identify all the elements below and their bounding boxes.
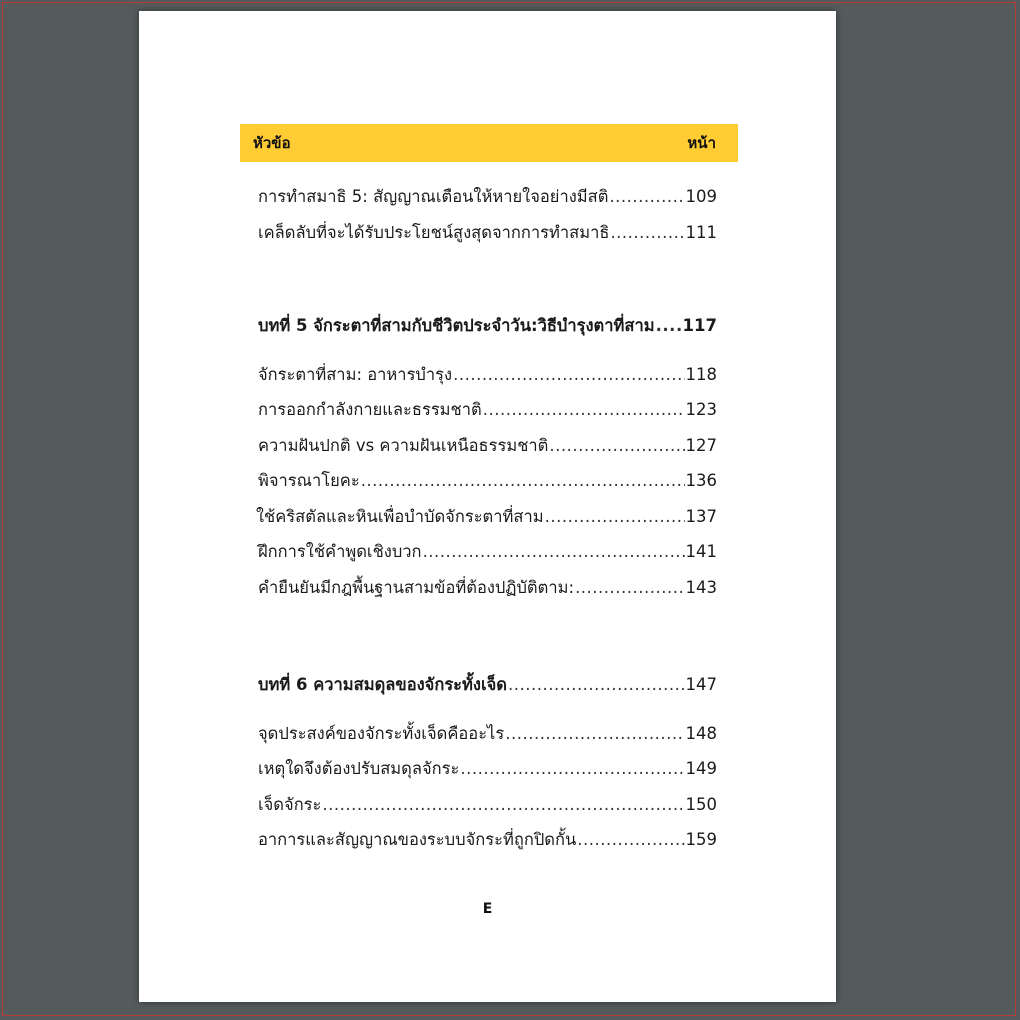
toc-leader-dots	[508, 673, 685, 697]
toc-entry-page: 137	[685, 507, 717, 526]
toc-leader-dots	[577, 828, 684, 852]
page-folio: E	[482, 901, 493, 917]
toc-leader-dots	[505, 722, 684, 746]
toc-entry-page: 148	[685, 724, 717, 743]
toc-leader-dots	[361, 469, 685, 493]
toc-entry	[258, 576, 717, 600]
toc-entry-title: ใช้คริสตัลและหินเพื่อบำบัดจักระตาที่สาม	[256, 507, 544, 526]
toc-entry	[258, 828, 717, 852]
toc-entry-title: บทที่ 6 ความสมดุลของจักระทั้งเจ็ด	[258, 675, 507, 694]
toc-entry	[256, 505, 717, 529]
toc-entry-page: 141	[685, 542, 717, 561]
toc-entry	[258, 757, 717, 781]
toc-entry	[258, 469, 717, 493]
toc-entry-title: คำยืนยันมีกฎพื้นฐานสามข้อที่ต้องปฏิบัติตาม:	[258, 578, 575, 597]
toc-entry	[258, 434, 717, 458]
toc-entry-page: 127	[685, 436, 717, 455]
toc-entry-title: เหตุใดจึงต้องปรับสมดุลจักระ	[258, 759, 460, 778]
toc-entry	[258, 793, 717, 817]
toc-entry-page: 109	[685, 187, 717, 206]
document-page	[139, 11, 836, 1002]
toc-leader-dots	[545, 505, 685, 529]
toc-leader-dots	[483, 398, 685, 422]
toc-entry-title: บทที่ 5 จักระตาที่สามกับชีวิตประจำวัน:วิธีบำรุงตาที่สาม	[258, 316, 655, 335]
toc-entry-title: เคล็ดลับที่จะได้รับประโยชน์สูงสุดจากการทำสมาธิ	[258, 223, 610, 242]
toc-entry-title: จักระตาที่สาม: อาหารบำรุง	[258, 365, 453, 384]
toc-entry-page: 147	[685, 675, 717, 694]
toc-leader-dots	[575, 576, 684, 600]
toc-entry-title: ฝึกการใช้คำพูดเชิงบวก	[258, 542, 422, 561]
toc-header-page: หน้า	[687, 134, 716, 152]
toc-entry-title: การทำสมาธิ 5: สัญญาณเตือนให้หายใจอย่างมีสติ	[258, 187, 609, 206]
toc-leader-dots	[423, 540, 685, 564]
toc-entry-title: พิจารณาโยคะ	[258, 471, 360, 490]
toc-leader-dots	[453, 363, 684, 387]
toc-entry	[258, 540, 717, 564]
toc-entry-page: 123	[685, 400, 717, 419]
toc-entry	[258, 363, 717, 387]
toc-entry	[258, 221, 717, 245]
toc-entry-page: 150	[685, 795, 717, 814]
toc-chapter-heading	[258, 673, 717, 697]
toc-leader-dots	[656, 314, 682, 338]
toc-entry-title: ความฝันปกติ vs ความฝันเหนือธรรมชาติ	[258, 436, 549, 455]
toc-entry	[258, 722, 717, 746]
toc-entry-title: เจ็ดจักระ	[258, 795, 322, 814]
toc-chapter-heading	[258, 314, 717, 338]
toc-leader-dots	[460, 757, 684, 781]
toc-entry-title: จุดประสงค์ของจักระทั้งเจ็ดคืออะไร	[258, 724, 505, 743]
toc-entry-page: 143	[685, 578, 717, 597]
toc-leader-dots	[609, 185, 684, 209]
toc-entry	[258, 185, 717, 209]
toc-header-topic: หัวข้อ	[253, 134, 291, 152]
toc-leader-dots	[322, 793, 684, 817]
toc-entry-page: 159	[685, 830, 717, 849]
toc-entry-page: 149	[685, 759, 717, 778]
toc-entry-title: อาการและสัญญาณของระบบจักระที่ถูกปิดกั้น	[258, 830, 577, 849]
toc-header-bar	[240, 124, 738, 162]
toc-entry-page: 117	[682, 316, 717, 335]
toc-entry-page: 118	[685, 365, 717, 384]
toc-leader-dots	[610, 221, 684, 245]
toc-entry	[258, 398, 717, 422]
toc-entry-page: 136	[685, 471, 717, 490]
toc-entry-title: การออกกำลังกายและธรรมชาติ	[258, 400, 482, 419]
toc-entry-page: 111	[685, 223, 717, 242]
toc-leader-dots	[549, 434, 684, 458]
